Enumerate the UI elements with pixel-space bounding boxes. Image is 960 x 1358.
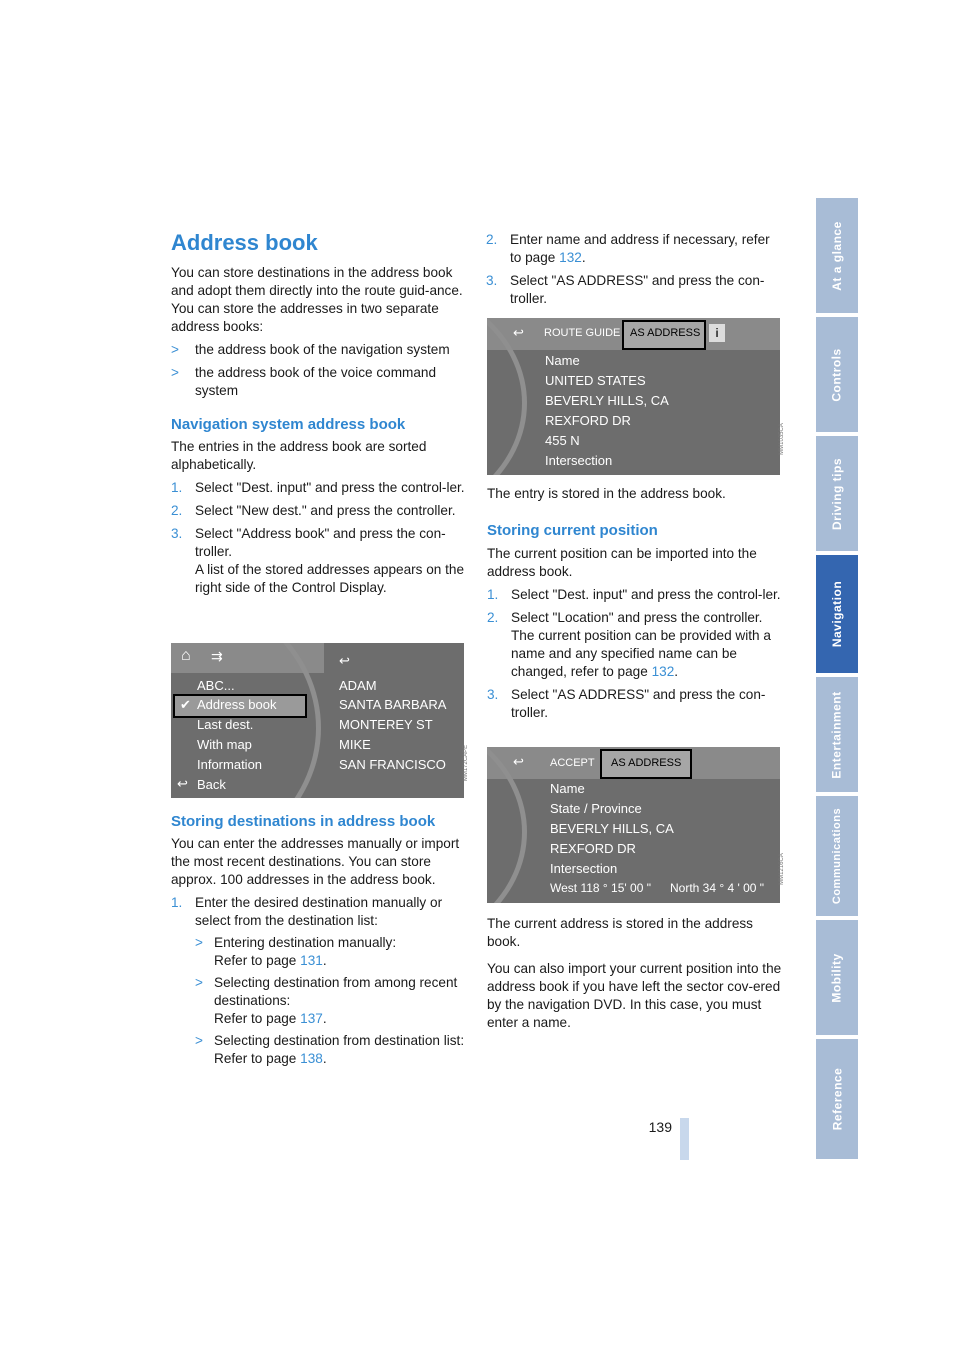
step-item: 2. Enter name and address if necessary, refer to page 132. [486, 232, 770, 265]
sidebar-tab-label: Communications [831, 807, 844, 905]
intro-paragraph: You can store destinations in the address book and adopt them directly into the route guid-ance. [171, 265, 463, 298]
image-id: MM172CAPE [463, 744, 470, 782]
info-icon: i [709, 324, 725, 342]
field-entry: REXFORD DR [545, 413, 631, 428]
field-entry: BEVERLY HILLS, CA [545, 393, 669, 408]
section-heading-current-position: Storing current position [487, 522, 658, 539]
step-item: 3. Select "AS ADDRESS" and press the con-troller. [486, 273, 765, 306]
page-ref-link[interactable]: 132 [559, 250, 582, 265]
step-item: 2. Select "New dest." and press the controller. [171, 503, 456, 518]
field-entry: Name [545, 353, 580, 368]
menu-item: With map [197, 737, 252, 752]
store-intro: You can enter the addresses manually or import the most recent destinations. You can store approx. 100 addresses in the address book. [171, 836, 460, 887]
sidebar-tab-driving-tips[interactable] [816, 436, 858, 551]
tab-as-address: AS ADDRESS [611, 757, 682, 769]
sub-bullet-item: > Entering destination manually: Refer to page 131. [195, 935, 397, 968]
menu-item: Address book [197, 697, 277, 712]
sidebar-tab-mobility[interactable] [816, 920, 858, 1035]
sidebar-tab-label: Controls [830, 347, 844, 402]
route-icon: ⇉ [211, 648, 223, 664]
page-ref-link[interactable]: 131 [300, 953, 323, 968]
right-column-bottom [487, 915, 782, 1032]
home-icon: ⌂ [181, 647, 191, 664]
step-item: 3. Select "AS ADDRESS" and press the con-troller. [487, 687, 766, 720]
address-entry: MIKE [339, 737, 371, 752]
sidebar-tab-navigation[interactable] [816, 555, 858, 673]
back-arrow-icon: ↩ [513, 754, 524, 769]
field-entry: BEVERLY HILLS, CA [550, 821, 674, 836]
sidebar-tab-label: Mobility [830, 952, 845, 1003]
field-entry: State / Province [550, 801, 642, 816]
address-entry: MONTEREY ST [339, 717, 433, 732]
sidebar-tab-entertainment[interactable] [816, 677, 858, 792]
sidebar-tab-controls[interactable] [816, 317, 858, 432]
left-column [171, 230, 466, 597]
sub-bullet-item: > Selecting destination from among recent destinations: Refer to page 137. [195, 975, 458, 1026]
page-marker [680, 1118, 689, 1160]
back-arrow-icon: ↩ [339, 653, 350, 668]
right-column [486, 231, 781, 308]
field-entry: REXFORD DR [550, 841, 636, 856]
sidebar-tab-label: At a glance [830, 220, 844, 291]
current-stored-note: The current address is stored in the address book. [487, 916, 753, 949]
menu-item: Last dest. [197, 717, 254, 732]
address-entry: SAN FRANCISCO [339, 757, 446, 772]
field-entry: Intersection [545, 453, 613, 468]
step-item: 3. Select "Address book" and press the con-troller. A list of the stored addresses appears on the right side of the Control Display. [171, 526, 465, 595]
intro-paragraph-2: You can store the addresses in two separate address books: [171, 301, 439, 334]
field-entry: 455 N [545, 433, 580, 448]
sidebar-tab-label: Driving tips [830, 457, 845, 530]
menu-item: Information [197, 757, 263, 772]
step-item: 1. Select "Dest. input" and press the control-ler. [171, 480, 465, 495]
field-entry: Intersection [550, 861, 618, 876]
control-display-screenshot-3 [487, 747, 780, 903]
page-ref-link[interactable]: 138 [300, 1051, 323, 1066]
control-display-screenshot-1 [171, 643, 464, 798]
stored-note: The entry is stored in the address book. [487, 486, 726, 501]
left-column-continued [171, 813, 466, 1068]
address-entry: SANTA BARBARA [339, 697, 447, 712]
section-heading-nav-address-book: Navigation system address book [171, 416, 406, 433]
bullet-item: > the address book of the navigation system [171, 342, 450, 357]
sidebar-tab-reference[interactable] [816, 1039, 858, 1159]
coords-north: North 34 ° 4 ' 00 " [670, 881, 765, 895]
field-entry: UNITED STATES [545, 373, 646, 388]
bullet-item: > the address book of the voice command system [171, 365, 437, 398]
step-item: 1. Enter the desired destination manually or select from the destination list: [171, 895, 443, 928]
sidebar-tab-label: Reference [830, 1067, 844, 1131]
back-arrow-icon: ↩ [513, 325, 524, 340]
tab-accept: ACCEPT [550, 757, 595, 769]
section-heading-store-destinations: Storing destinations in address book [171, 813, 436, 830]
image-id: MM1216CA [778, 853, 785, 885]
page-ref-link[interactable]: 132 [651, 664, 675, 679]
sub-bullet-item: > Selecting destination from destination list: Refer to page 138. [195, 1033, 465, 1066]
sidebar-tab-label: Navigation [830, 580, 844, 648]
address-entry: ADAM [339, 678, 377, 693]
menu-item: Back [197, 777, 226, 792]
step-item: 2. Select "Location" and press the controller. The current position can be provided with a name and any specified name can be changed, refer to page 132. [487, 610, 771, 679]
menu-item: ABC... [197, 678, 235, 693]
image-id: MM1035CA [778, 423, 785, 455]
nav-intro: The entries in the address book are sorted alphabetically. [171, 439, 427, 472]
check-icon: ✔ [180, 697, 191, 712]
import-note: You can also import your current position into the address book if you have left the sector cov-ered by the navigation DVD. In this case, you must enter a name. [487, 961, 782, 1030]
tab-as-address: AS ADDRESS [630, 327, 701, 339]
page-ref-link[interactable]: 137 [300, 1011, 323, 1026]
right-column-middle [487, 485, 782, 722]
page-number: 139 [648, 1119, 672, 1135]
step-item: 1. Select "Dest. input" and press the control-ler. [487, 587, 781, 602]
control-display-screenshot-2 [487, 318, 780, 475]
sidebar-tab-at-a-glance[interactable] [816, 198, 858, 313]
coords-west: West 118 ° 15' 00 " [550, 881, 651, 895]
sidebar-tab-label: Entertainment [830, 690, 844, 779]
field-entry: Name [550, 781, 585, 796]
sidebar-tab-communications[interactable] [816, 796, 858, 916]
pos-intro: The current position can be imported into the address book. [487, 546, 757, 579]
back-arrow-icon: ↩ [177, 776, 188, 791]
tab-route-guide: ROUTE GUIDE [544, 327, 621, 339]
page-title: Address book [171, 230, 318, 255]
